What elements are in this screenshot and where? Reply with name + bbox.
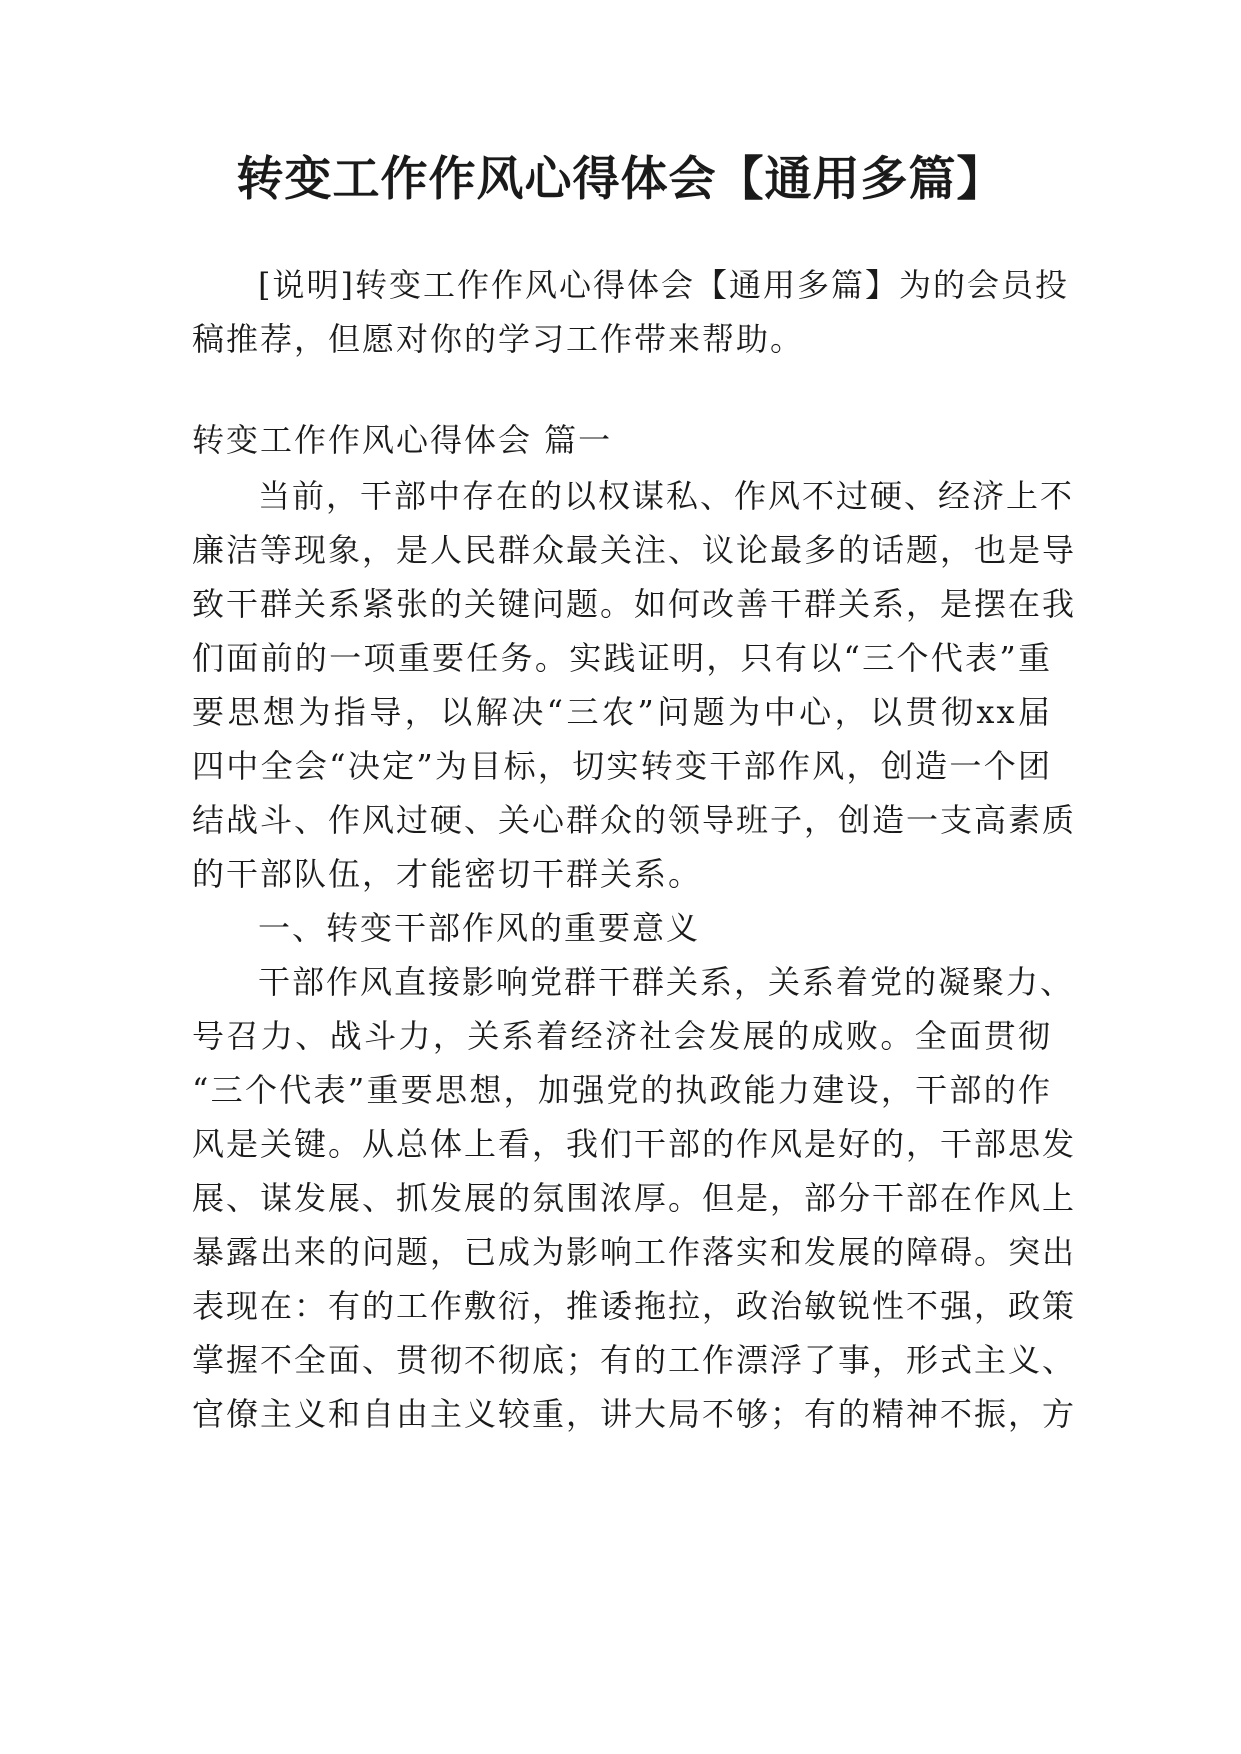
body-line: 四中全会“决定”为目标，切实转变干部作风，创造一个团	[192, 747, 1052, 785]
body-line: 致干群关系紧张的关键问题。如何改善干群关系，是摆在我	[192, 585, 1077, 623]
body-line: 官僚主义和自由主义较重，讲大局不够；有的精神不振，方	[192, 1395, 1077, 1433]
body-line: 当前，干部中存在的以权谋私、作风不过硬、经济上不	[258, 477, 1075, 515]
body-line: 风是关键。从总体上看，我们干部的作风是好的，干部思发	[192, 1125, 1077, 1163]
body-line: 的干部队伍，才能密切干群关系。	[192, 855, 703, 893]
body-line: 廉洁等现象，是人民群众最关注、议论最多的话题，也是导	[192, 531, 1077, 569]
body-line: 展、谋发展、抓发展的氛围浓厚。但是，部分干部在作风上	[192, 1179, 1077, 1217]
body-line: 要思想为指导，以解决“三农”问题为中心，以贯彻xx届	[192, 693, 1052, 731]
body-line: 们面前的一项重要任务。实践证明，只有以“三个代表”重	[192, 639, 1052, 677]
body-line: 干部作风直接影响党群干群关系，关系着党的凝聚力、	[258, 963, 1075, 1001]
body-line: 号召力、战斗力，关系着经济社会发展的成败。全面贯彻	[192, 1017, 1052, 1055]
body-line: 掌握不全面、贯彻不彻底；有的工作漂浮了事，形式主义、	[192, 1341, 1077, 1379]
intro-line: [说明]转变工作作风心得体会【通用多篇】为的会员投	[258, 266, 1069, 304]
body-line: “三个代表”重要思想，加强党的执政能力建设，干部的作	[192, 1071, 1052, 1109]
body-line: 暴露出来的问题，已成为影响工作落实和发展的障碍。突出	[192, 1233, 1077, 1271]
body-line: 结战斗、作风过硬、关心群众的领导班子，创造一支高素质	[192, 801, 1077, 839]
section-heading: 转变工作作风心得体会 篇一	[192, 421, 613, 459]
document-title: 转变工作作风心得体会【通用多篇】	[236, 152, 1005, 207]
body-line: 表现在：有的工作敷衍，推诿拖拉，政治敏锐性不强，政策	[192, 1287, 1077, 1325]
intro-line: 稿推荐，但愿对你的学习工作带来帮助。	[192, 320, 805, 358]
subsection-heading: 一、转变干部作风的重要意义	[258, 909, 701, 947]
